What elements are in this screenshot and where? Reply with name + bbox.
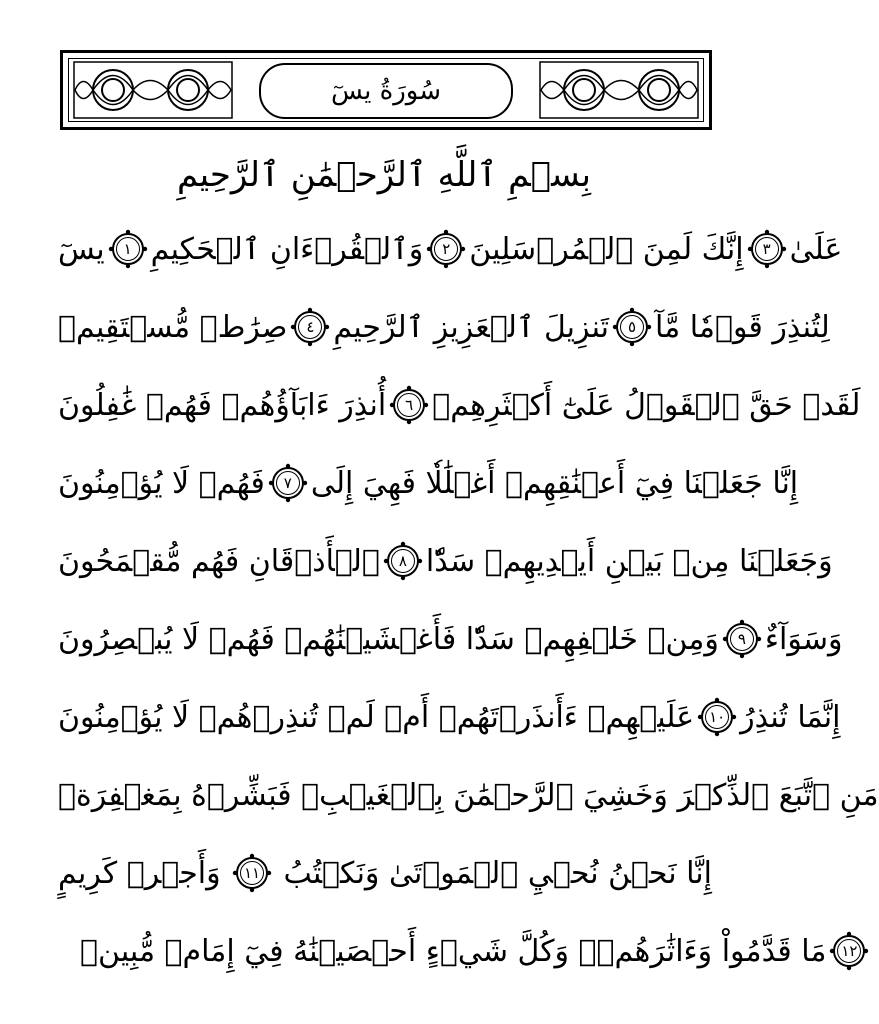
verse-line [58, 210, 843, 288]
verse-text: وَجَعَلۡنَا مِنۢ بَيۡنِ أَيۡدِيهِمۡ سَدّٗا [425, 543, 833, 579]
ayah-number-marker [613, 308, 651, 346]
verse-line [58, 366, 861, 444]
ayah-number: ٧ [283, 474, 292, 492]
arabesque-ornament-right [539, 61, 699, 119]
verse-text: عَلَىٰ [789, 231, 843, 267]
verse-text: تَنزِيلَ ٱلۡعَزِيزِ ٱلرَّحِيمِ [333, 309, 609, 345]
ayah-number: ٣ [762, 240, 771, 258]
ayah-number: ١٠ [709, 708, 726, 726]
verse-text: وَٱلۡقُرۡءَانِ ٱلۡحَكِيمِ [150, 231, 424, 267]
verse-line [58, 678, 841, 756]
basmala: بِسۡمِ ٱللَّهِ ٱلرَّحۡمَٰنِ ٱلرَّحِيمِ [177, 155, 591, 195]
verse-text: وَأَجۡرٖ كَرِيمٍ [58, 855, 221, 891]
verse-text: لِتُنذِرَ قَوۡمٗا مَّآ [655, 309, 830, 345]
ayah-number: ٢ [442, 240, 451, 258]
surah-title-cartouche [259, 63, 513, 119]
ayah-number-marker [830, 932, 868, 970]
verse-line [58, 522, 833, 600]
ayah-number: ١٢ [841, 942, 858, 960]
verse-text: عَلَيۡهِمۡ ءَأَنذَرۡتَهُمۡ أَمۡ لَمۡ تُنذِرۡهُمۡ لَا يُؤۡمِنُونَ [58, 699, 695, 735]
ayah-number-marker [748, 230, 786, 268]
verse-text: مَنِ ٱتَّبَعَ ٱلذِّكۡرَ وَخَشِيَ ٱلرَّحۡمَٰنَ بِٱلۡغَيۡبِۖ فَبَشِّرۡهُ بِمَغۡفِرَةٖ [58, 777, 879, 813]
verse-line [58, 444, 799, 522]
verse-text: وَسَوَآءٌ [764, 621, 843, 657]
verse-text: يسٓ [58, 231, 105, 267]
ayah-number: ١١ [244, 864, 261, 882]
verse-line [58, 600, 843, 678]
verse-text: ٱلۡأَذۡقَانِ فَهُم مُّقۡمَحُونَ [58, 543, 380, 579]
verse-lines [58, 210, 879, 990]
verse-line [58, 912, 858, 990]
ayah-number-marker [109, 230, 147, 268]
verse-text: إِنَّكَ لَمِنَ ٱلۡمُرۡسَلِينَ [469, 231, 744, 267]
verse-line [58, 834, 712, 912]
ayah-number-marker [698, 698, 736, 736]
verse-line [58, 288, 830, 366]
verse-text: أُنذِرَ ءَابَآؤُهُمۡ فَهُمۡ غَٰفِلُونَ [58, 387, 387, 423]
ayah-number: ٤ [306, 318, 315, 336]
surah-title: سُورَةُ يسٓ [330, 76, 442, 106]
verse-text: إِنَّا جَعَلۡنَا فِيٓ أَعۡنَٰقِهِمۡ أَغۡلَٰلٗا فَهِيَ إِلَى [310, 465, 799, 501]
ayah-number-marker [390, 386, 428, 424]
verse-text: وَمِنۡ خَلۡفِهِمۡ سَدّٗا فَأَغۡشَيۡنَٰهُمۡ فَهُمۡ لَا يُبۡصِرُونَ [58, 621, 719, 657]
verse-text: إِنَّمَا تُنذِرُ [740, 699, 841, 735]
ayah-number: ٩ [737, 630, 746, 648]
surah-header-frame [60, 50, 712, 130]
ayah-number-marker [723, 620, 761, 658]
verse-text: فَهُمۡ لَا يُؤۡمِنُونَ [58, 465, 265, 501]
arabesque-ornament-left [73, 61, 233, 119]
ayah-number-marker [269, 464, 307, 502]
verse-text: لَقَدۡ حَقَّ ٱلۡقَوۡلُ عَلَىٰٓ أَكۡثَرِهِمۡ [432, 387, 861, 423]
ayah-number-marker [233, 854, 271, 892]
ayah-number: ٦ [405, 396, 414, 414]
ayah-number-marker [427, 230, 465, 268]
ayah-number: ١ [123, 240, 132, 258]
ayah-number: ٥ [627, 318, 637, 336]
ayah-number-marker [384, 542, 422, 580]
verse-text: صِرَٰطٖ مُّسۡتَقِيمٖ [58, 309, 288, 345]
ayah-number: ٨ [398, 552, 407, 570]
verse-text: مَا قَدَّمُواْ وَءَاثَٰرَهُمۡۚ وَكُلَّ شَيۡءٍ أَحۡصَيۡنَٰهُ فِيٓ إِمَامٖ مُّبِينٖ [80, 933, 827, 969]
verse-text: إِنَّا نَحۡنُ نُحۡيِ ٱلۡمَوۡتَىٰ وَنَكۡتُبُ [283, 855, 712, 891]
ayah-number-marker [291, 308, 329, 346]
verse-line [58, 756, 879, 834]
